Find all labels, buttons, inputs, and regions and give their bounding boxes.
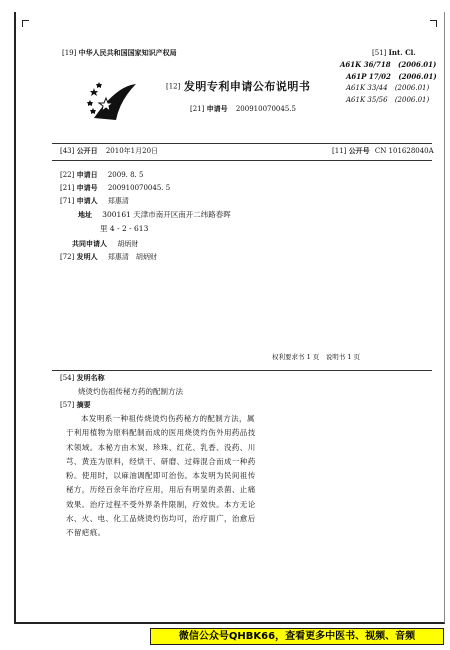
- invention-title-heading: [60, 373, 105, 383]
- pubno-value: CN 101628040A: [374, 147, 434, 155]
- doc-title: 发明专利申请公布说明书: [183, 80, 311, 93]
- office-code: [19]: [62, 49, 77, 57]
- appno-value: 200910070045. 5: [107, 184, 171, 192]
- divider-top: [52, 143, 432, 144]
- filing-code: [22]: [60, 171, 75, 179]
- pubdate-value: 2010年1月20日: [105, 147, 159, 155]
- ipc-class: A61P 17/02: [346, 72, 391, 81]
- inventor-row: [60, 252, 157, 262]
- appno-label: 申请号: [76, 183, 98, 192]
- filing-label: 申请日: [76, 170, 98, 179]
- title-label: 发明名称: [76, 373, 105, 382]
- ipc-year: (2006.01): [398, 60, 437, 69]
- ipc-row-2: [346, 72, 437, 81]
- coapplicant-label: 共同申请人: [72, 239, 107, 248]
- abstract-text: 本发明系一种祖传烧烫灼伤药秘方的配制方法，属于利用植物为原料配制而成的医用烧烫灼伤外用药品技术领域。本秘方由木炭、珍珠、红花、乳香、没药、川芎、黄连为原料，经烘干、研磨、过筛混合而成一种药粉。使用时，以麻油调配即可治伤。本发明为民间祖传秘方，历经百余年治疗应用，用后有明显的杀菌、止痛效果。治疗过程不受外界条件限制，疗效快。本方无论水、火、电、化工品烧烫灼伤均可，治疗面广，治愈后不留疤痕。: [66, 414, 256, 538]
- title-code: [54]: [60, 374, 75, 382]
- ipc-row-1: [340, 60, 436, 69]
- filing-value: 2009. 8. 5: [107, 171, 144, 179]
- header-appno-code: [21]: [190, 105, 205, 113]
- doc-code: [12]: [166, 82, 181, 91]
- header-application-number: [190, 104, 296, 114]
- header-appno-value: 200910070045.5: [235, 105, 296, 113]
- national-emblem-logo: [86, 78, 140, 124]
- abstract-label: 摘要: [76, 400, 91, 409]
- pubno-code: [11]: [332, 147, 347, 155]
- pubdate-label: 公开日: [76, 146, 98, 155]
- ipc-class: A61K 36/718: [340, 60, 391, 69]
- coapplicant-row: [72, 239, 138, 249]
- ipc-class: A61K 33/44: [346, 84, 388, 92]
- address-line-1: 300161 天津市南开区南开二纬路春晖: [102, 210, 231, 219]
- wechat-banner: 微信公众号QHBK66，查看更多中医书、视频、音频: [150, 628, 444, 645]
- abstract-code: [57]: [60, 401, 75, 409]
- ipc-year: (2006.01): [398, 72, 437, 81]
- document-title-line: [166, 80, 310, 94]
- ipc-class: A61K 35/56: [346, 96, 388, 104]
- pubno-label: 公开号: [348, 146, 370, 155]
- ipc-row-4: [346, 96, 429, 105]
- office-line: [62, 48, 177, 58]
- invention-title: 烧烫灼伤祖传秘方药的配制方法: [78, 387, 183, 396]
- patent-page: [14, 12, 445, 624]
- applicant-label: 申请人: [76, 196, 98, 205]
- ipc-row-3: [346, 84, 429, 93]
- publication-date: [60, 146, 158, 156]
- abstract-heading: [60, 400, 91, 410]
- pages-note: 权利要求书 1 页 说明书 1 页: [272, 353, 361, 361]
- publication-number: [332, 146, 434, 156]
- applicant-code: [71]: [60, 197, 75, 205]
- divider-bottom: [52, 160, 432, 161]
- ipc-year: (2006.01): [394, 96, 430, 104]
- crop-mark-top-left: [22, 20, 29, 27]
- pubdate-code: [43]: [60, 147, 75, 155]
- ipc-heading: [372, 48, 416, 58]
- address-label: 地址: [78, 210, 92, 219]
- ipc-code: [51]: [372, 49, 387, 57]
- coapplicant-value: 胡炳财: [117, 240, 139, 248]
- applicant-row: [60, 196, 129, 206]
- section-divider: [52, 370, 432, 371]
- applicant-value: 郑惠清: [107, 197, 129, 205]
- office-name: 中华人民共和国国家知识产权局: [78, 48, 177, 57]
- inventor-value: 郑惠清 胡炳财: [107, 253, 157, 261]
- address-row: [78, 210, 231, 220]
- filing-date-row: [60, 170, 143, 180]
- crop-mark-top-right: [430, 20, 437, 27]
- ipc-year: (2006.01): [394, 84, 430, 92]
- address-line-2: 里 4 - 2 - 613: [100, 224, 149, 233]
- inventor-label: 发明人: [76, 252, 98, 261]
- ipc-label: Int. Cl.: [388, 48, 416, 57]
- inventor-code: [72]: [60, 253, 75, 261]
- header-appno-label: 申请号: [206, 104, 228, 113]
- application-number-row: [60, 183, 170, 193]
- appno-code: [21]: [60, 184, 75, 192]
